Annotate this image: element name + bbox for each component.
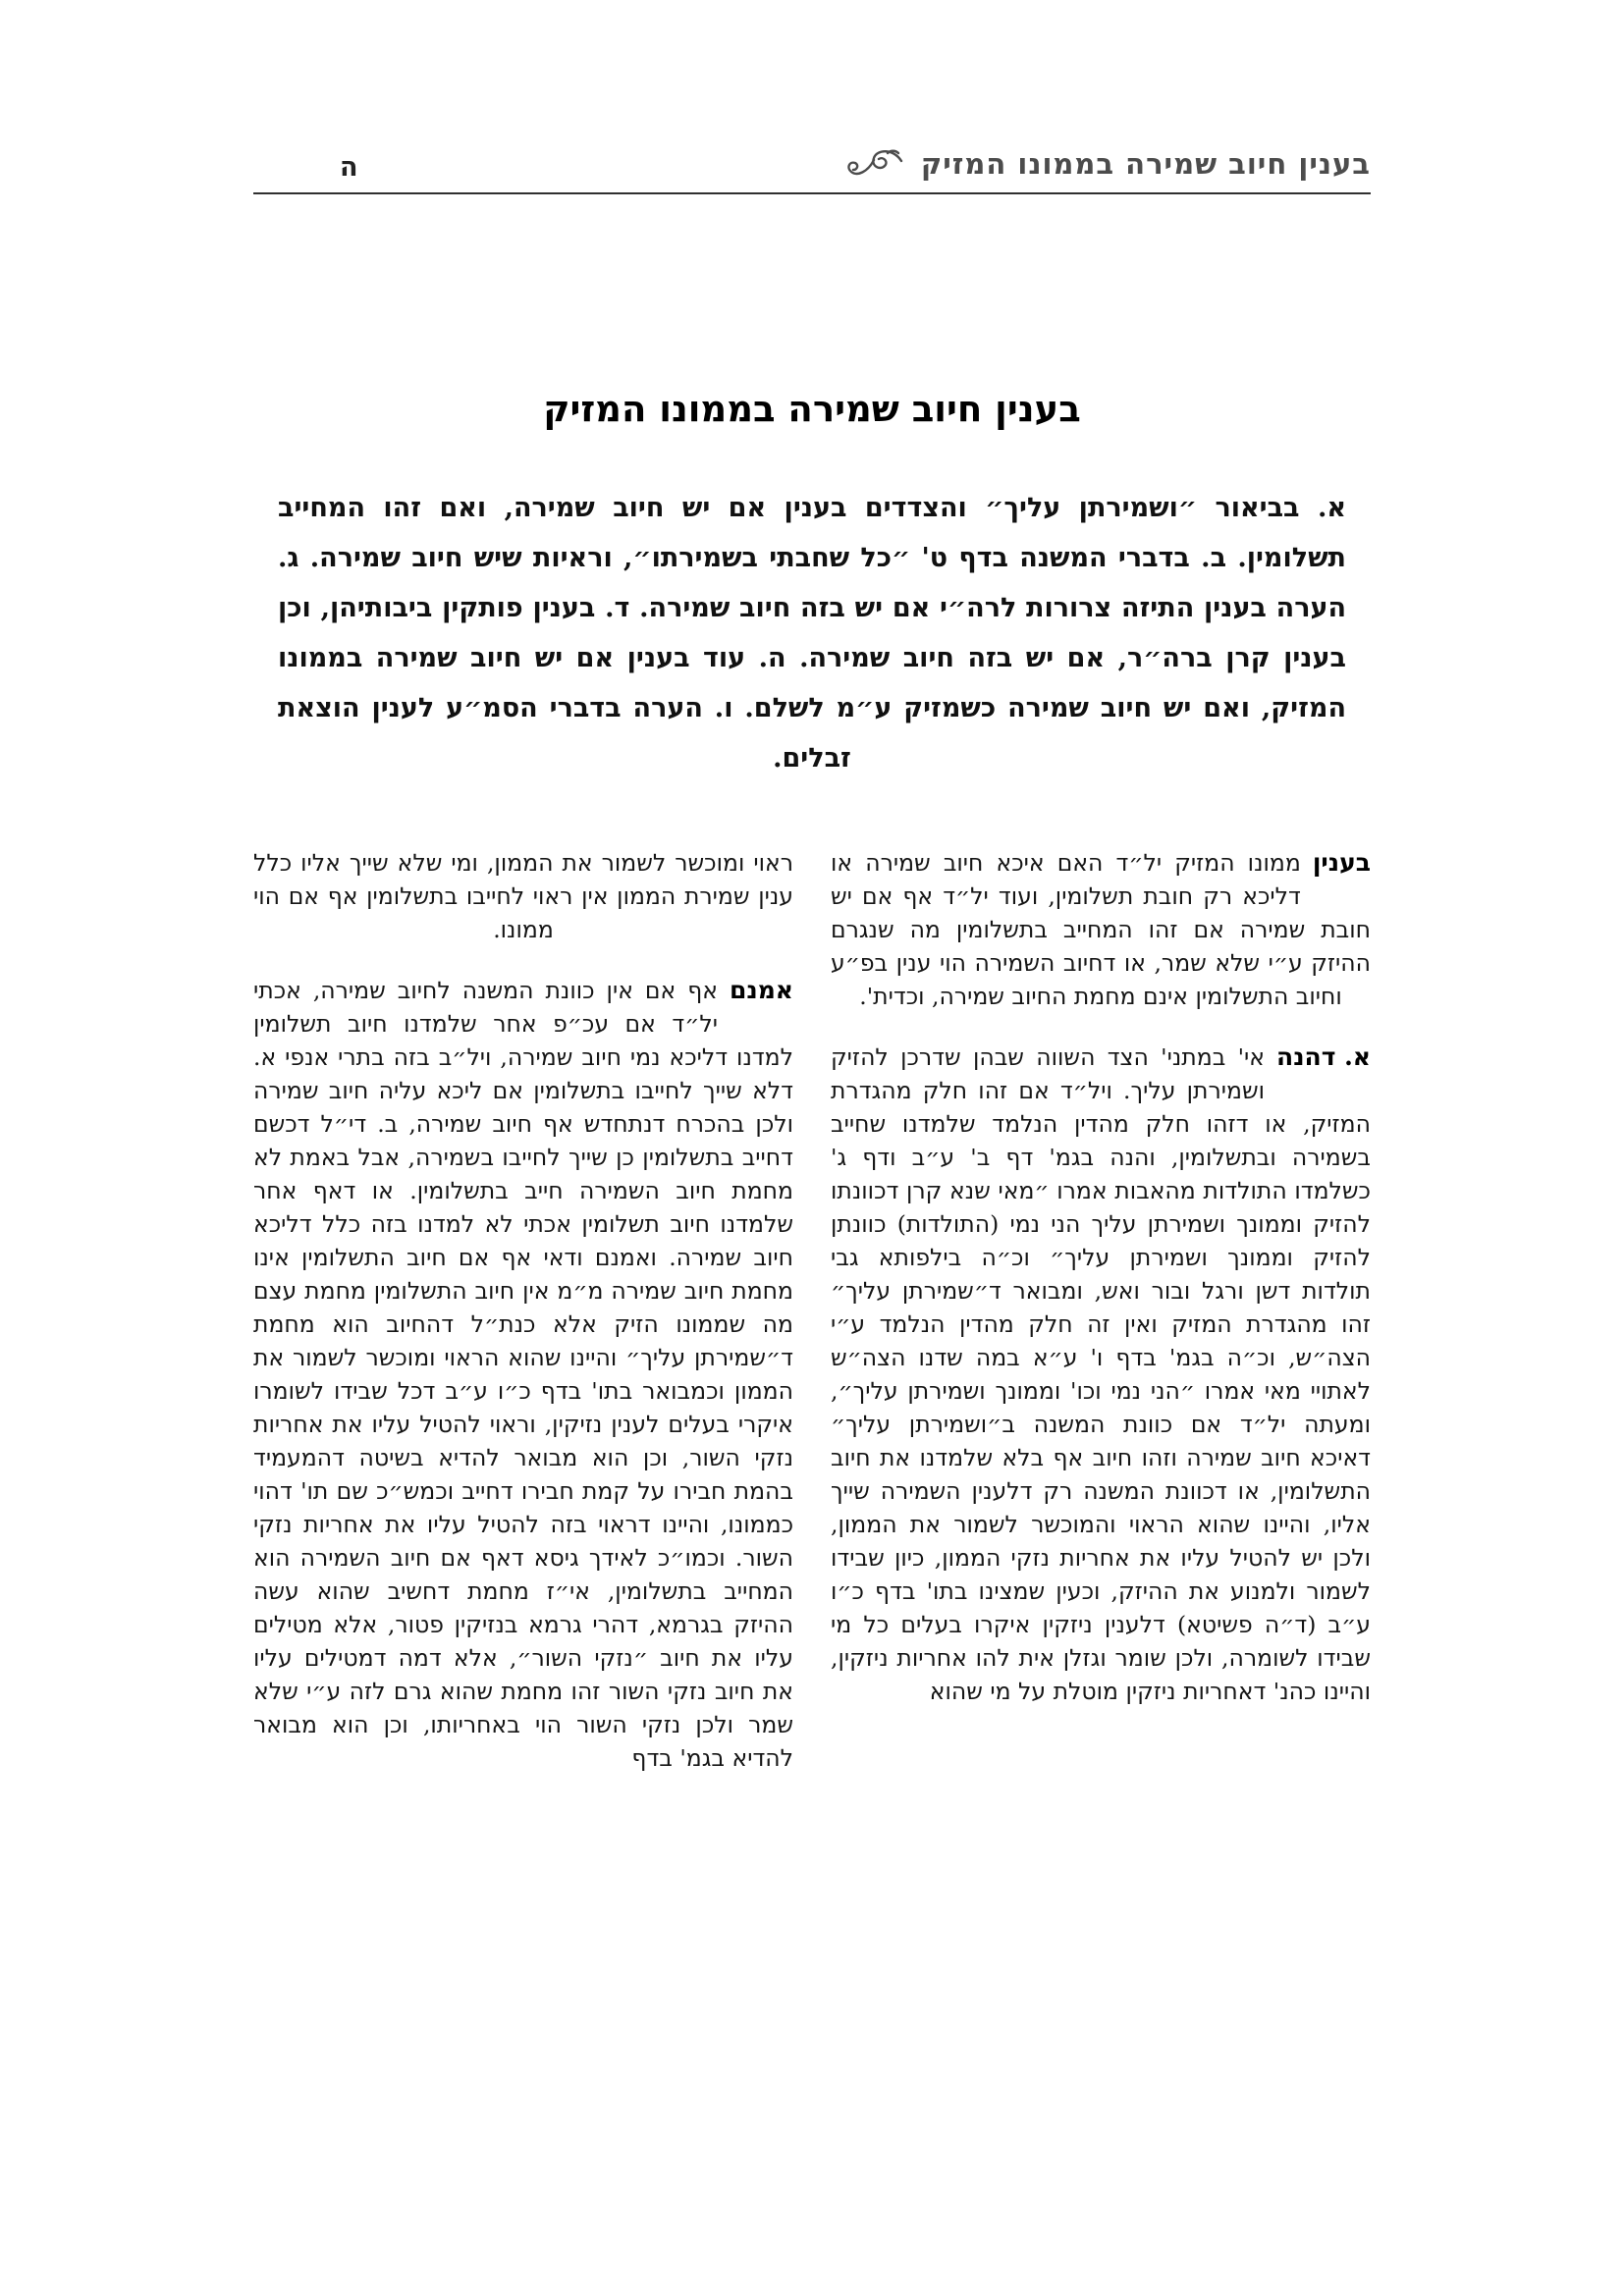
paragraph — [253, 974, 793, 1775]
paragraph-opener: אמנם — [729, 976, 793, 1004]
paragraph-text: ממונו המזיק יל״ד האם איכא חיוב שמירה או דליכא רק חובת תשלומין, ועוד יל״ד אף אם יש חובת שמירה אם זהו המחייב בתשלומין מה שנגרם ההיזק ע״י שלא שמר, או דחיוב השמירה הוי ענין בפ״ע וחיוב התשלומין אינם מחמת החיוב שמירה, וכדית'. — [831, 849, 1371, 1010]
floral-flourish-icon — [844, 145, 905, 183]
left-column — [253, 846, 793, 1775]
paragraph-text: אף אם אין כוונת המשנה לחיוב שמירה, אכתי יל״ד אם עכ״פ אחר שלמדנו חיוב תשלומין למדנו דליכא נמי חיוב שמירה, ויל״ב בזה בתרי אנפי א. דלא שייך לחייבו בתשלומין אם ליכא עליה חיוב שמירה ולכן בהכרח דנתחדש אף חיוב שמירה, ב. די״ל דכשם דחייב בתשלומין כן שייך לחייבו בשמירה, אבל באמת לא מחמת חיוב השמירה חייב בתשלומין. או דאף אחר שלמדנו חיוב תשלומין אכתי לא למדנו בזה כלל דליכא חיוב שמירה. ואמנם ודאי אף אם חיוב התשלומין אינו מחמת חיוב שמירה מ״מ אין חיוב התשלומין מחמת עצם מה שממונו הזיק אלא כנת״ל דהחיוב הוא מחמת ד״שמירתן עליך״ והיינו שהוא הראוי ומוכשר לשמור את הממון וכמבואר בתו' בדף כ״ו ע״ב דכל שבידו לשומרו איקרי בעלים לענין נזיקין, וראוי להטיל עליו את אחריות נזקי השור, וכן הוא מבואר להדיא בשיטה דהמעמיד בהמת חבירו על קמת חבירו דחייב וכמש״כ שם תו' דהוי כממונו, והיינו דראוי בזה להטיל עליו את אחריות נזקי השור. וכמו״כ לאידך גיסא דאף אם חיוב השמירה הוא המחייב בתשלומין, אי״ז מחמת דחשיב שהוא עשה ההיזק בגרמא, דהרי גרמא בנזיקין פטור, אלא מטילים עליו את חיוב ״נזקי השור״, אלא דמה דמטילים עליו את חיוב נזקי השור זהו מחמת שהוא גרם לזה ע״י שלא שמר ולכן נזקי השור הוי באחריותו, וכן הוא מבואר להדיא בגמ' בדף — [253, 977, 793, 1772]
running-title-block — [844, 145, 1371, 183]
page-header — [253, 145, 1371, 183]
paragraph-opener: בענין — [1312, 848, 1371, 877]
summary-paragraph: א. בביאור ״ושמירתן עליך״ והצדדים בענין אם יש חיוב שמירה, ואם זהו המחייב תשלומין. ב. בדברי המשנה בדף ט' ״כל שחבתי בשמירתו״, וראיות שיש חיוב שמירה. ג. הערה בענין התיזה צרורות לרה״י אם יש בזה חיוב שמירה. ד. בענין פותקין ביבותיהן, וכן בענין קרן ברה״ר, אם יש בזה חיוב שמירה. ה. עוד בענין אם יש חיוב שמירה בממונו המזיק, ואם יש חיוב שמירה כשמזיק ע״מ לשלם. ו. הערה בדברי הסמ״ע לענין הוצאת זבלים. — [278, 493, 1346, 774]
right-column — [831, 846, 1371, 1775]
paragraph — [831, 846, 1371, 1013]
header-divider — [253, 192, 1371, 194]
paragraph — [831, 1041, 1371, 1708]
paragraph-opener: א. דהנה — [1276, 1042, 1371, 1071]
running-title: בענין חיוב שמירה בממונו המזיק — [920, 147, 1371, 181]
paragraph-text: אי' במתני' הצד השווה שבהן שדרכן להזיק ושמירתן עליך. ויל״ד אם זהו חלק מהגדרת המזיק, או דזהו חלק מהדין הנלמד שלמדנו שחייב בשמירה ובתשלומין, והנה בגמ' דף ב' ע״ב ודף ג' כשלמדו התולדות מהאבות אמרו ״מאי שנא קרן דכוונתו להזיק וממונך ושמירתן עליך הני נמי (התולדות) כוונתן להזיק וממונך ושמירתן עליך״ וכ״ה בילפותא גבי תולדות דשן ורגל ובור ואש, ומבואר ד״שמירתן עליך״ זהו מהגדרת המזיק ואין זה חלק מהדין הנלמד ע״י הצה״ש, וכ״ה בגמ' בדף ו' ע״א במה שדנו הצה״ש לאתויי מאי אמרו ״הני נמי וכו' וממונך ושמירתן עליך״, ומעתה יל״ד אם כוונת המשנה ב״ושמירתן עליך״ דאיכא חיוב שמירה וזהו חיוב אף בלא שלמדנו את חיוב התשלומין, או דכוונת המשנה רק דלענין השמירה שייך אליו, והיינו שהוא הראוי והמוכשר לשמור את הממון, ולכן יש להטיל עליו את אחריות נזקי הממון, כיון שבידו לשמור ולמנוע את ההיזק, וכעין שמצינו בתו' בדף כ״ו ע״ב (ד״ה פשיטא) דלענין ניזקין איקרו בעלים כל מי שבידו לשומרה, ולכן שומר וגזלן אית להו אחריות ניזקין, והיינו כהנ' דאחריות ניזקין מוטלת על מי שהוא — [831, 1043, 1371, 1705]
article-title: בענין חיוב שמירה בממונו המזיק — [543, 387, 1081, 430]
paragraph-text: ראוי ומוכשר לשמור את הממון, ומי שלא שייך אליו כלל ענין שמירת הממון אין ראוי לחייבו בתשלומין אף אם הוי ממונו. — [253, 849, 793, 943]
text-columns — [253, 846, 1371, 1775]
book-page — [253, 0, 1371, 1775]
paragraph — [253, 846, 793, 946]
page-number-letter: ה — [340, 152, 358, 183]
